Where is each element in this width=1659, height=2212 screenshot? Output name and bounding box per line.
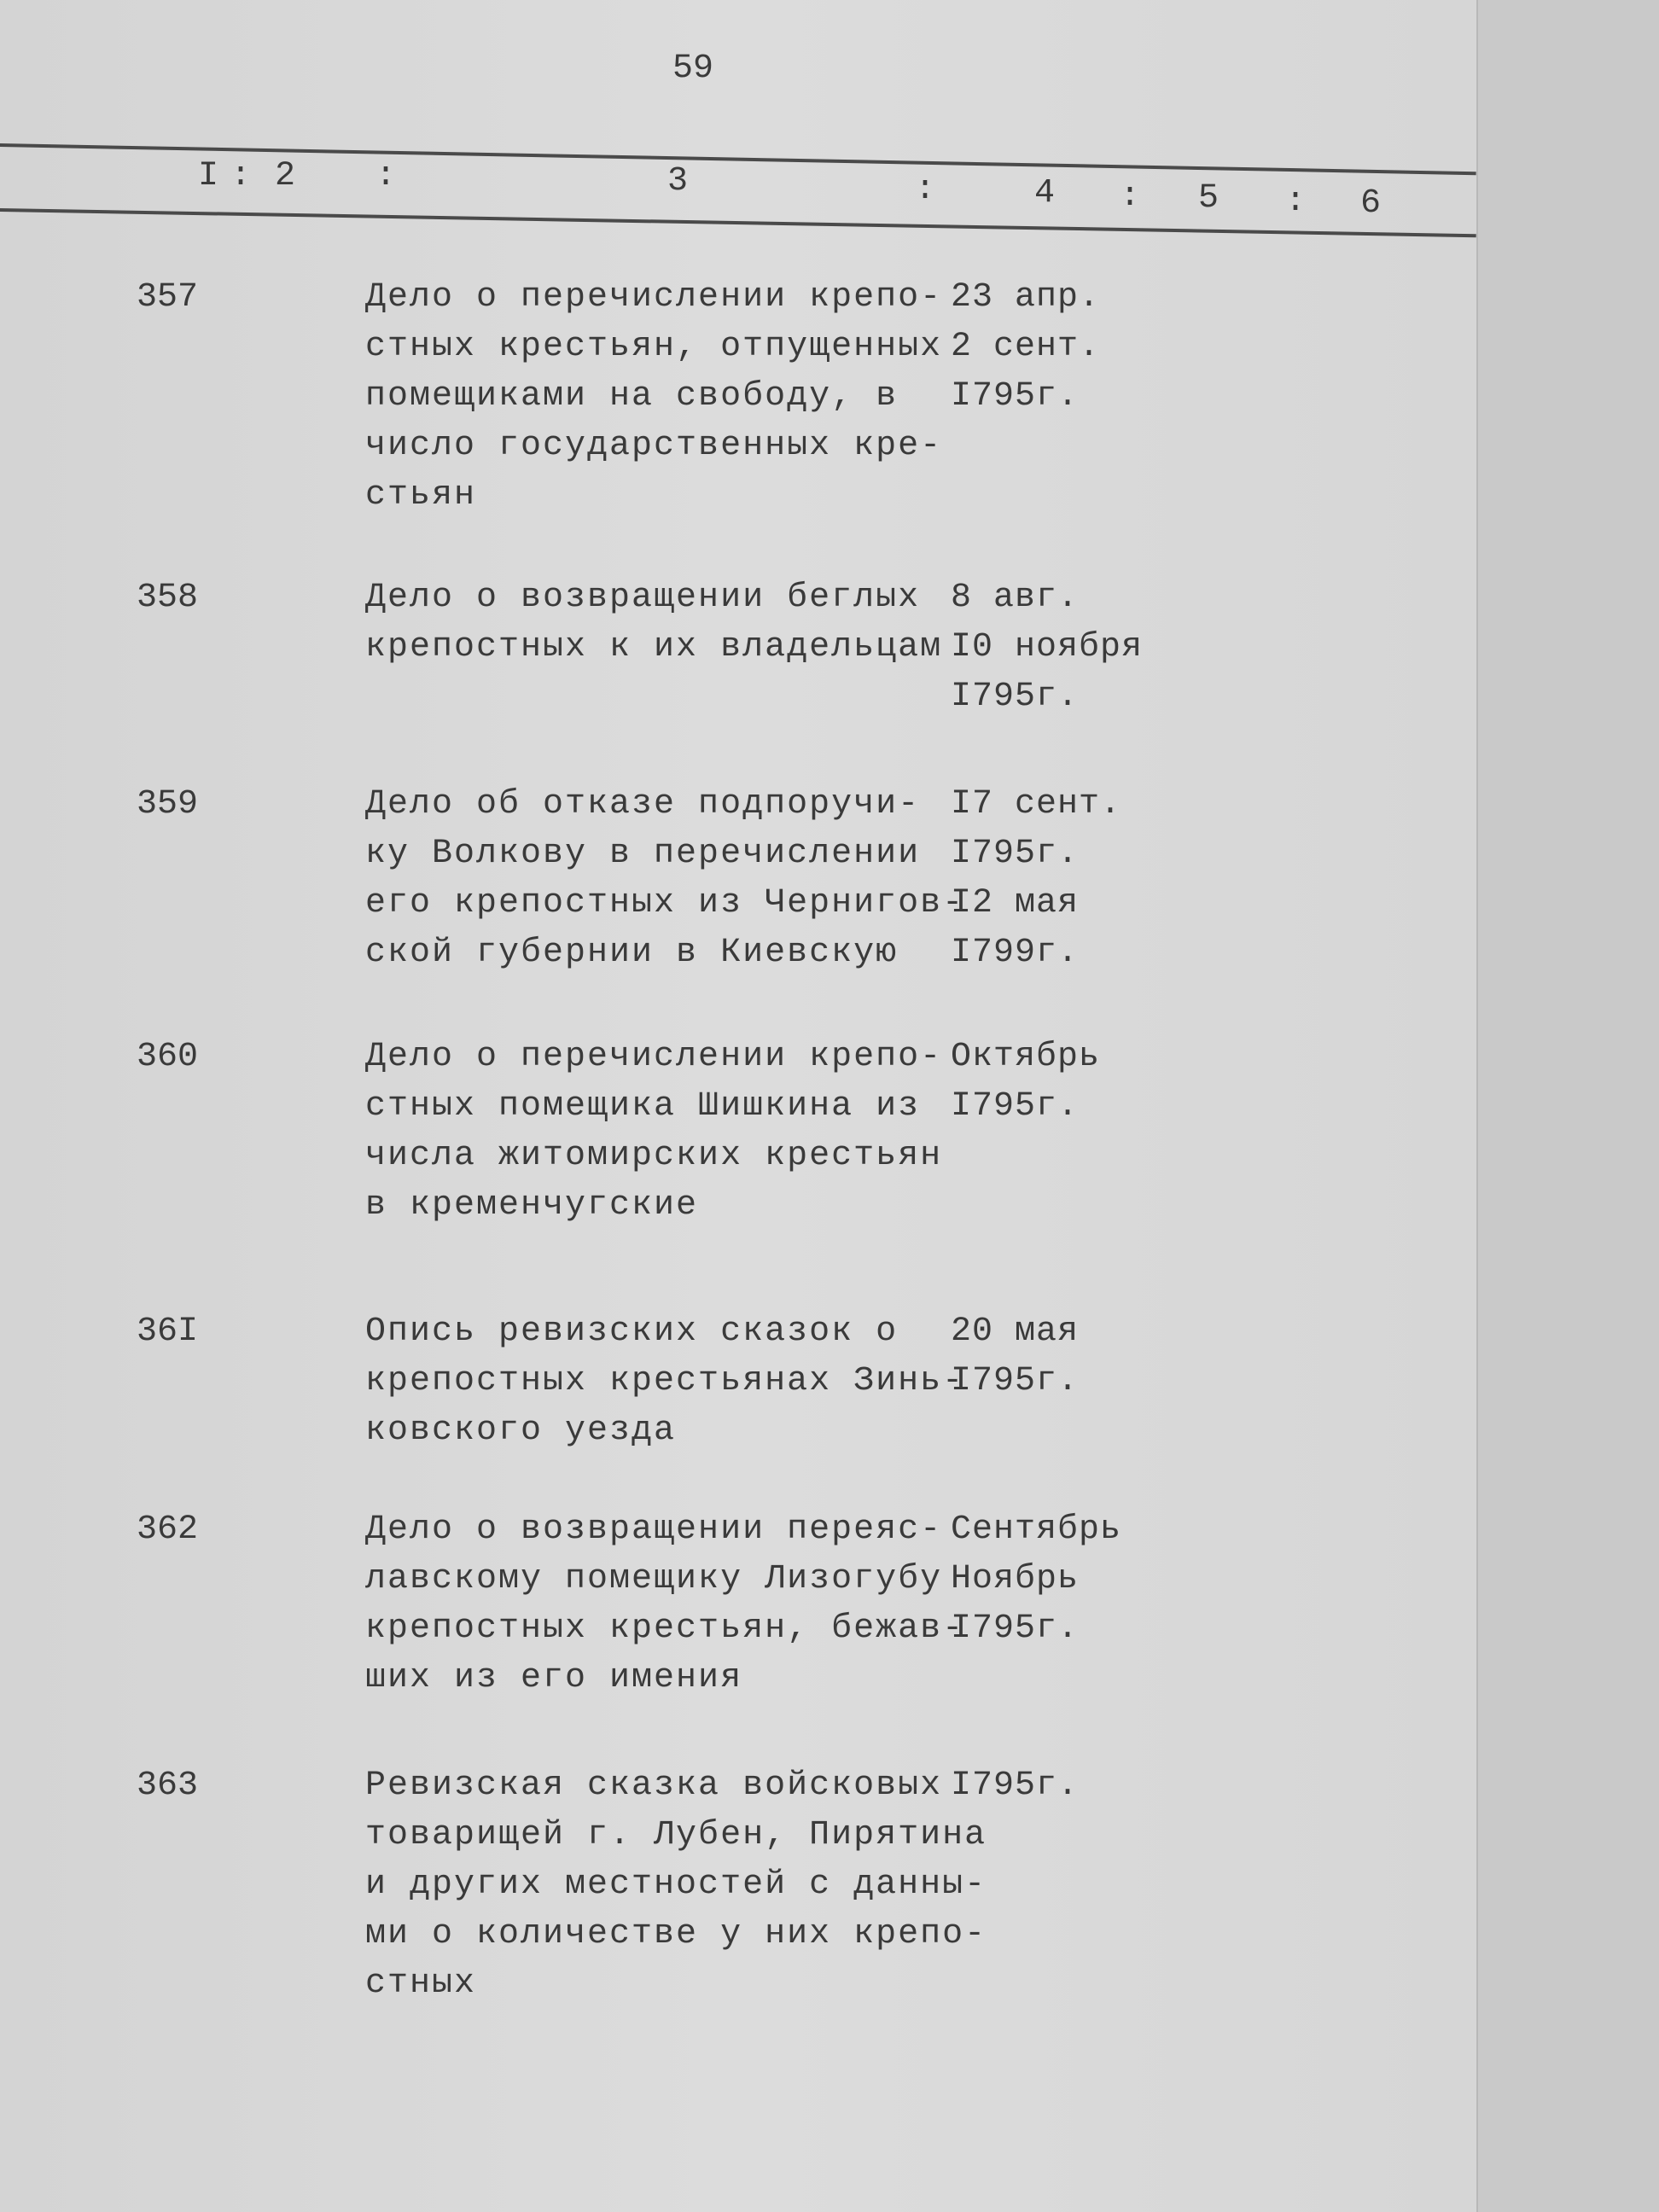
description-line: крепостных крестьянах Зинь- (365, 1362, 965, 1400)
entry-description (365, 1761, 987, 2009)
description-line: ковского уезда (365, 1412, 677, 1450)
entry-description (365, 1307, 964, 1456)
date-line: I795г. (951, 1362, 1080, 1400)
date-line: I795г. (951, 678, 1080, 716)
description-line: стьян (365, 476, 477, 515)
description-line: и других местностей с данны- (365, 1866, 987, 1904)
description-line: стных (365, 1965, 477, 2003)
date-line: 8 авг. (951, 579, 1080, 617)
date-line: Ноябрь (951, 1560, 1080, 1598)
entry-description (365, 273, 942, 521)
date-line: 20 мая (951, 1313, 1080, 1351)
date-line: I795г. (951, 1610, 1080, 1648)
description-line: стных крестьян, отпущенных (365, 328, 943, 366)
description-line: Дело о перечислении крепо- (365, 278, 943, 317)
description-line: ми о количестве у них крепо- (365, 1915, 987, 1953)
description-line: лавскому помещику Лизогубу (365, 1560, 943, 1598)
date-line: 23 апр. (951, 278, 1101, 317)
entry-description (365, 1505, 964, 1703)
description-line: крепостных к их владельцам (365, 628, 943, 667)
column-header-1: I (198, 157, 219, 195)
description-line: Дело об отказе подпоручи- (365, 785, 921, 824)
description-line: его крепостных из Чернигов- (365, 884, 965, 923)
page-number: 59 (672, 49, 714, 88)
description-line: помещиками на свободу, в (365, 377, 899, 416)
column-separator: : (915, 171, 936, 209)
date-line: I795г. (951, 377, 1080, 416)
column-header-2: 2 (275, 157, 296, 195)
column-separator: : (375, 157, 397, 195)
description-line: Дело о возвращении беглых (365, 579, 921, 617)
date-line: I799г. (951, 934, 1080, 972)
description-line: Опись ревизских сказок о (365, 1313, 899, 1351)
entry-number: 363 (137, 1767, 199, 1805)
entry-description (365, 1033, 942, 1231)
entry-dates (951, 1307, 1079, 1406)
description-line: Дело о перечислении крепо- (365, 1038, 943, 1076)
description-line: ской губернии в Киевскую (365, 934, 899, 972)
column-header-6: 6 (1360, 184, 1382, 223)
entry-dates (951, 1033, 1100, 1132)
description-line: в кременчугские (365, 1186, 699, 1225)
entry-dates (951, 273, 1100, 422)
date-line: I795г. (951, 1767, 1080, 1805)
column-header-3: 3 (667, 162, 689, 201)
date-line: I2 мая (951, 884, 1080, 923)
entry-number: 36I (137, 1313, 199, 1351)
entry-number: 357 (137, 278, 199, 317)
entry-description (365, 780, 964, 978)
entry-dates (951, 1761, 1079, 1811)
description-line: ку Волкову в перечислении (365, 835, 921, 873)
date-line: I0 ноября (951, 628, 1144, 667)
entry-number: 362 (137, 1511, 199, 1549)
date-line: 2 сент. (951, 328, 1101, 366)
column-separator: : (1285, 183, 1307, 221)
entry-number: 359 (137, 785, 199, 824)
entry-number: 360 (137, 1038, 199, 1076)
description-line: число государственных кре- (365, 427, 943, 465)
entry-description (365, 573, 942, 672)
description-line: Дело о возвращении переяс- (365, 1511, 943, 1549)
header-top-rule (0, 143, 1476, 175)
entry-dates (951, 573, 1143, 722)
column-header-5: 5 (1198, 179, 1220, 218)
column-separator: : (230, 157, 252, 195)
description-line: крепостных крестьян, бежав- (365, 1610, 965, 1648)
description-line: ших из его имения (365, 1659, 743, 1697)
date-line: Октябрь (951, 1038, 1101, 1076)
entry-dates (951, 780, 1121, 978)
description-line: Ревизская сказка войсковых (365, 1767, 943, 1805)
date-line: I7 сент. (951, 785, 1122, 824)
entry-number: 358 (137, 579, 199, 617)
description-line: числа житомирских крестьян (365, 1137, 943, 1175)
date-line: Сентябрь (951, 1511, 1122, 1549)
entry-dates (951, 1505, 1121, 1654)
column-separator: : (1120, 178, 1141, 216)
description-line: товарищей г. Лубен, Пирятина (365, 1816, 987, 1854)
description-line: стных помещика Шишкина из (365, 1087, 921, 1126)
header-bottom-rule (0, 208, 1476, 237)
date-line: I795г. (951, 1087, 1080, 1126)
column-header-4: 4 (1034, 174, 1056, 212)
date-line: I795г. (951, 835, 1080, 873)
